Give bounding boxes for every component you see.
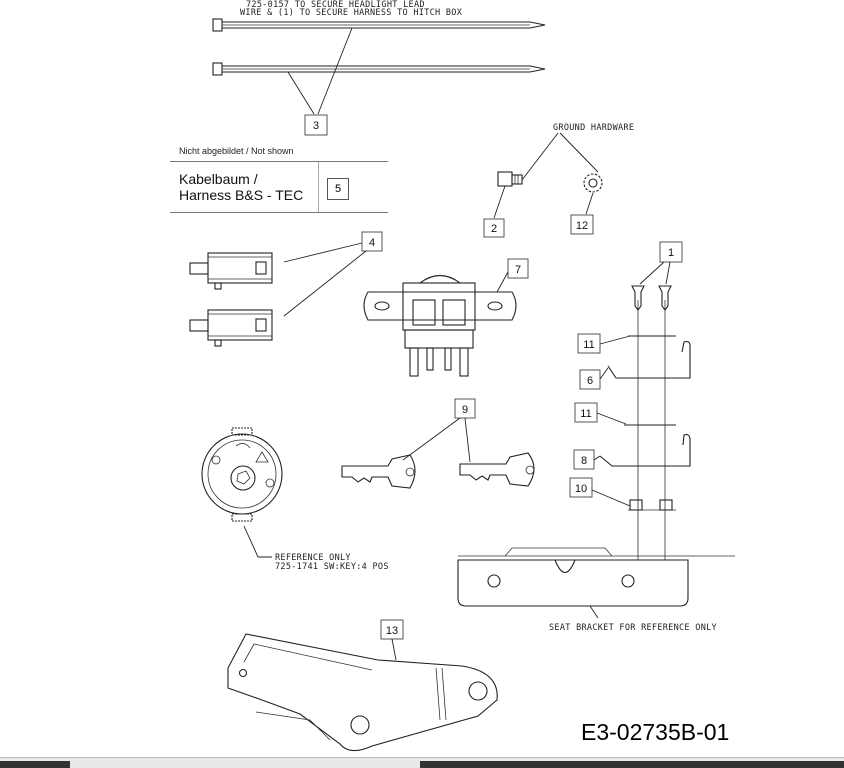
cable-tie-note-line1: 725-0157 TO SECURE HEADLIGHT LEAD	[246, 0, 425, 10]
callout-3-leader	[288, 28, 352, 114]
callout-6: 6	[586, 375, 594, 387]
ground-star-washer	[584, 174, 602, 192]
reference-only-label: REFERENCE ONLY	[275, 553, 351, 563]
harness-name	[179, 171, 303, 203]
harness-row	[170, 161, 388, 213]
key-right	[460, 453, 534, 486]
seat-bracket-leader	[590, 606, 598, 618]
harness-name-line2: Harness B&S - TEC	[179, 187, 304, 203]
key-left	[342, 455, 415, 488]
callout-10: 10	[574, 483, 588, 495]
callout-13: 13	[385, 625, 399, 637]
spring-clip-8	[594, 435, 690, 466]
callout-8: 8	[580, 455, 588, 467]
callout-11b: 11	[580, 408, 592, 420]
ground-hardware-leader	[522, 133, 598, 180]
callout-11a-leader	[600, 336, 630, 344]
seat-bracket-label: SEAT BRACKET FOR REFERENCE ONLY	[549, 623, 717, 633]
ground-hardware-label: GROUND HARDWARE	[553, 123, 635, 133]
callout-3: 3	[312, 120, 320, 132]
mounting-bracket	[228, 634, 497, 751]
callout-13-leader	[392, 639, 396, 660]
nuts	[628, 500, 676, 510]
cable-tie-bottom	[213, 63, 545, 75]
ignition-switch	[202, 428, 282, 521]
callout-1: 1	[667, 247, 675, 259]
seat-switch	[364, 276, 516, 377]
reference-leader	[244, 526, 272, 557]
harness-name-line1: Kabelbaum /	[179, 171, 258, 187]
callout-7-leader	[497, 272, 508, 292]
callout-1-leaders	[640, 262, 670, 284]
seat-bracket	[458, 548, 735, 606]
ground-bolt	[498, 172, 522, 186]
bottom-scroll-bar[interactable]	[0, 757, 844, 768]
callout-11b-leader	[597, 413, 626, 424]
callout-9-leaders	[403, 418, 470, 462]
figure-code: E3-02735B-01	[581, 719, 730, 745]
callout-10-leader	[592, 490, 630, 506]
spring-clip-6	[600, 342, 690, 380]
cable-tie-note-line2: WIRE & (1) TO SECURE HARNESS TO HITCH BOX	[240, 8, 463, 18]
callout-7: 7	[514, 264, 522, 276]
callout-2: 2	[490, 223, 498, 235]
connector-bottom	[190, 310, 272, 346]
not-shown-label: Nicht abgebildet / Not shown	[179, 146, 294, 156]
callout-12: 12	[575, 220, 589, 232]
callout-4: 4	[368, 237, 376, 249]
harness-divider	[318, 162, 319, 212]
ground-callout-leaders	[494, 186, 593, 218]
ignition-part-label: 725-1741 SW:KEY:4 POS	[275, 562, 389, 572]
cable-tie-top	[213, 19, 545, 31]
callout-4-leaders	[284, 243, 366, 316]
callout-11a: 11	[583, 339, 595, 351]
connector-top	[190, 253, 272, 289]
callout-5: 5	[327, 178, 349, 200]
callout-9: 9	[461, 404, 469, 416]
